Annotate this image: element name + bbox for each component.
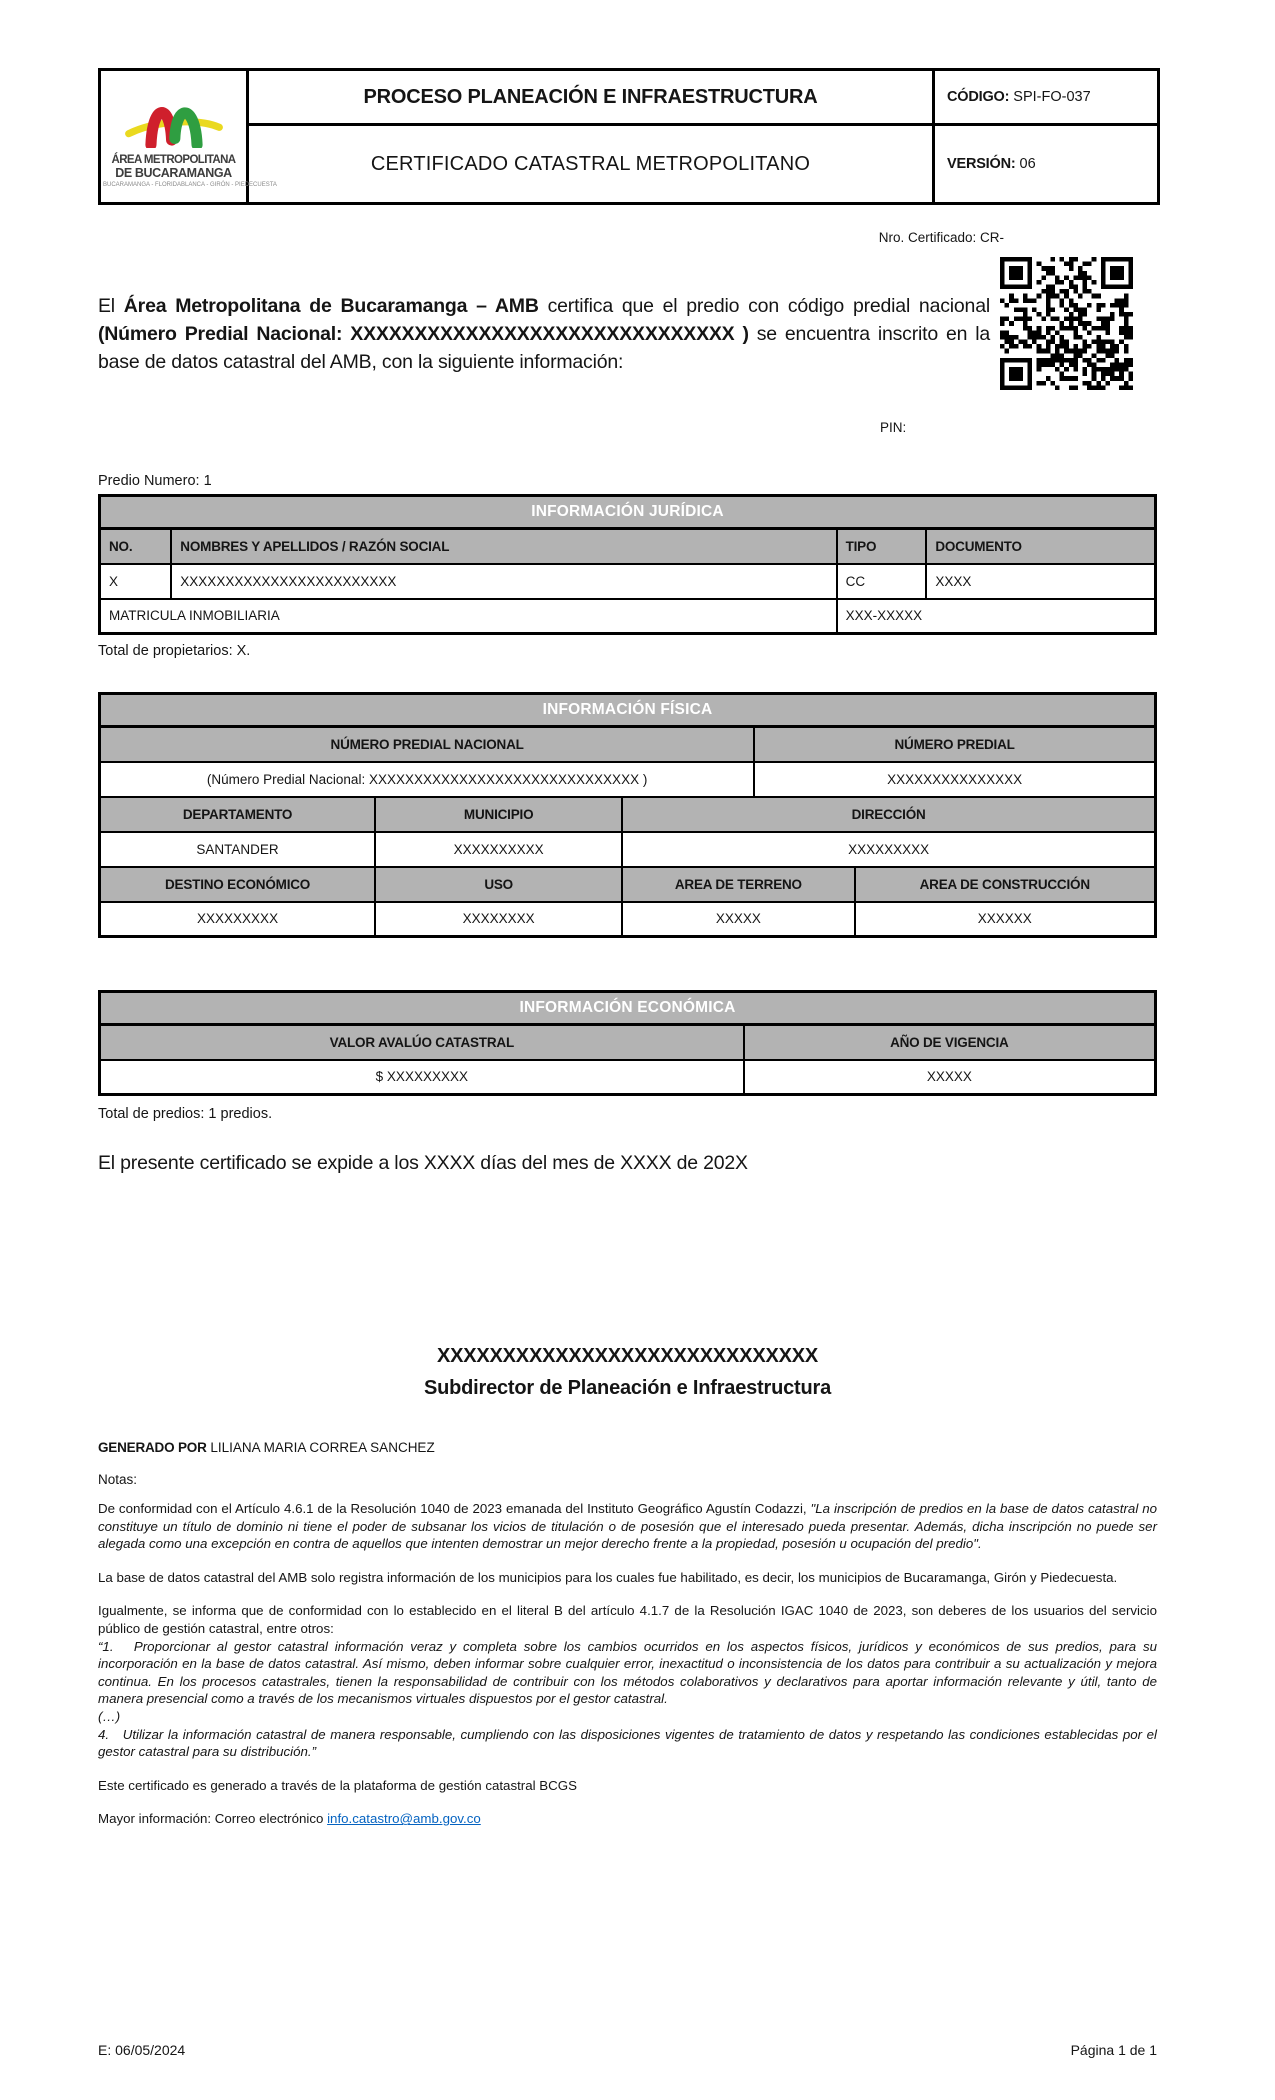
signature-title: Subdirector de Planeación e Infraestructura: [423, 1377, 832, 1399]
intro-entity: Área Metropolitana de Bucaramanga – AMB: [123, 295, 539, 317]
col-header-avaluo: VALOR AVALÚO CATASTRAL: [100, 1025, 744, 1060]
cell-municipio: XXXXXXXXXX: [375, 832, 622, 867]
intro-seg1: El: [98, 295, 124, 317]
cell-direccion: XXXXXXXXX: [622, 832, 1155, 867]
logo-cell: [100, 70, 277, 204]
col-header-terreno: AREA DE TERRENO: [622, 867, 854, 902]
matricula-label: MATRICULA INMOBILIARIA: [100, 599, 837, 634]
table-row: [100, 564, 1156, 599]
signature-name: XXXXXXXXXXXXXXXXXXXXXXXXXXXXX: [436, 1345, 819, 1367]
note-paragraph: “1. Proporcionar al gestor catastral información veraz y completa sobre los cambios ocurridos en los aspectos físicos, jurídicos y económicos de sus predios, para su incorporación en la base de datos catastral. Así mismo, deben informar sobre cualquier error, inexactitud o inconsistencia de los datos para contribuir a su actualización y mejora continua. En los procesos catastrales, tienen la responsabilidad de contribuir con los métodos colaborativos y declarativos para aportar información relevante y útil, tanto de manera presencial como a través de los mecanismos virtuales dispuestos por el gestor catastral.: [98, 1638, 1157, 1707]
col-header-municipio: MUNICIPIO: [375, 797, 622, 832]
fisica-table: [98, 692, 1157, 938]
cell-nombres: XXXXXXXXXXXXXXXXXXXXXXXX: [171, 564, 836, 599]
cell-terreno: XXXXX: [622, 902, 854, 937]
predio-number-label: Predio Numero: 1: [98, 473, 212, 489]
col-header-vigencia: AÑO DE VIGENCIA: [744, 1025, 1156, 1060]
juridica-table: [98, 494, 1157, 635]
col-header-destino: DESTINO ECONÓMICO: [100, 867, 376, 902]
table-banner: [100, 496, 1156, 529]
col-header-direccion: DIRECCIÓN: [622, 797, 1155, 832]
generated-by-value: LILIANA MARIA CORREA SANCHEZ: [206, 1440, 435, 1455]
table-row: [100, 797, 1156, 832]
certificate-number: Nro. Certificado: CR-: [878, 230, 1004, 245]
cell-construccion: XXXXXX: [855, 902, 1156, 937]
col-header-departamento: DEPARTAMENTO: [100, 797, 376, 832]
contact-text: Mayor información: Correo electrónico: [98, 1811, 328, 1827]
expedition-line: El presente certificado se expide a los XXXX días del mes de XXXX de 202X: [98, 1152, 748, 1174]
cell-documento: XXXX: [926, 564, 1155, 599]
col-header-uso: USO: [375, 867, 622, 902]
col-header-nombres: NOMBRES Y APELLIDOS / RAZÓN SOCIAL: [171, 529, 836, 564]
cell-tipo: CC: [837, 564, 927, 599]
col-header-np: NÚMERO PREDIAL: [754, 727, 1155, 762]
fisica-title: INFORMACIÓN FÍSICA: [100, 694, 1156, 727]
table-row: [100, 727, 1156, 762]
juridica-title: INFORMACIÓN JURÍDICA: [100, 496, 1156, 529]
logo-text-line1: ÁREA METROPOLITANA: [111, 153, 236, 166]
intro-seg3: certifica que el predio con código predial nacional: [538, 295, 990, 317]
notes-block: [98, 1500, 1157, 1828]
cell-uso: XXXXXXXX: [375, 902, 622, 937]
intro-predial-number: (Número Predial Nacional: XXXXXXXXXXXXXXXXXXXXXXXXXXXXXX ): [98, 323, 749, 345]
table-row: [100, 832, 1156, 867]
col-header-construccion: AREA DE CONSTRUCCIÓN: [855, 867, 1156, 902]
notes-label: Notas:: [98, 1472, 138, 1487]
document-title: CERTIFICADO CATASTRAL METROPOLITANO: [370, 152, 811, 175]
email-link[interactable]: info.catastro@amb.gov.co: [327, 1811, 481, 1827]
footer-page-number: Página 1 de 1: [1070, 2042, 1157, 2058]
table-banner: [100, 694, 1156, 727]
note-paragraph: 4. Utilizar la información catastral de manera responsable, cumpliendo con las disposiciones vigentes de tratamiento de datos y respetando las condiciones establecidas por el gestor catastral para su distribución.”: [98, 1726, 1157, 1760]
table-row: [100, 529, 1156, 564]
table-banner: [100, 992, 1156, 1025]
generated-by: [98, 1440, 435, 1455]
col-header-npn: NÚMERO PREDIAL NACIONAL: [100, 727, 755, 762]
logo-text-line3: BUCARAMANGA - FLORIDABLANCA - GIRÓN - PIEDECUESTA: [103, 181, 277, 188]
logo-text-line2: DE BUCARAMANGA: [115, 165, 232, 180]
note-paragraph: Igualmente, se informa que de conformidad con lo establecido en el literal B del artículo 4.1.7 de la Resolución IGAC 1040 de 2023, son deberes de los usuarios del servicio público de gestión catastral, entre otros:: [98, 1603, 1157, 1636]
intro-seg5: se encuentra inscrito en la base de datos catastral del AMB, con la siguiente información:: [98, 323, 990, 373]
total-predios: Total de predios: 1 predios.: [98, 1106, 273, 1122]
note-paragraph: La base de datos catastral del AMB solo registra información de los municipios para los cuales fue habilitado, es decir, los municipios de Bucaramanga, Girón y Piedecuesta.: [98, 1569, 1118, 1585]
header-table: [98, 68, 1160, 205]
economica-table: [98, 990, 1157, 1096]
col-header-no: NO.: [100, 529, 172, 564]
table-row: [100, 762, 1156, 797]
table-row: [100, 599, 1156, 634]
cell-destino: XXXXXXXXX: [100, 902, 376, 937]
cell-vigencia: XXXXX: [744, 1060, 1156, 1095]
amb-logo-icon: [115, 86, 233, 148]
table-row: [100, 867, 1156, 902]
code-value: SPI-FO-037: [1013, 89, 1091, 105]
cell-no: X: [100, 564, 172, 599]
total-propietarios: Total de propietarios: X.: [98, 643, 251, 659]
economica-title: INFORMACIÓN ECONÓMICA: [100, 992, 1156, 1025]
note-1-regular: De conformidad con el Artículo 4.6.1 de la Resolución 1040 de 2023 emanada del Instituto Geográfico Agustín Codazzi,: [98, 1501, 811, 1516]
col-header-documento: DOCUMENTO: [926, 529, 1155, 564]
footer-date: E: 06/05/2024: [98, 2042, 186, 2058]
generated-by-label: GENERADO POR: [98, 1440, 207, 1455]
cell-departamento: SANTANDER: [100, 832, 376, 867]
cell-np: XXXXXXXXXXXXXXX: [754, 762, 1155, 797]
page-footer: [98, 2042, 1157, 2058]
table-row: [100, 902, 1156, 937]
intro-paragraph: [98, 292, 990, 376]
matricula-value: XXX-XXXXX: [837, 599, 1156, 634]
code-label: CÓDIGO:: [947, 89, 1010, 105]
note-paragraph: [98, 1810, 1157, 1828]
col-header-tipo: TIPO: [837, 529, 927, 564]
version-value: 06: [1019, 156, 1036, 172]
pin-label: PIN:: [880, 420, 907, 435]
qr-code-icon: [1000, 257, 1133, 390]
process-title: PROCESO PLANEACIÓN E INFRAESTRUCTURA: [363, 85, 818, 108]
cell-avaluo: $ XXXXXXXXX: [100, 1060, 744, 1095]
version-label: VERSIÓN:: [947, 156, 1016, 172]
table-row: [100, 1060, 1156, 1095]
note-paragraph: Este certificado es generado a través de la plataforma de gestión catastral BCGS: [98, 1777, 577, 1793]
cell-npn: (Número Predial Nacional: XXXXXXXXXXXXXXXXXXXXXXXXXXXXXX ): [100, 762, 755, 797]
note-1-italic: "La inscripción de predios en la base de datos catastral no constituye un título de dominio ni tiene el poder de subsanar los vicios de titulación o de posesión que el interesado pueda presentar. Además, dicha inscripción no puede ser alegada como una excepción en contra de aquellos que intenten demostrar un mejor derecho frente a la propiedad, posesión u ocupación del predio".: [98, 1501, 1157, 1552]
version-cell: [934, 125, 1159, 204]
code-cell: [934, 70, 1159, 125]
note-paragraph: [98, 1500, 1157, 1553]
signature-block: [98, 1340, 1157, 1404]
table-row: [100, 1025, 1156, 1060]
note-paragraph: (…): [98, 1708, 121, 1724]
